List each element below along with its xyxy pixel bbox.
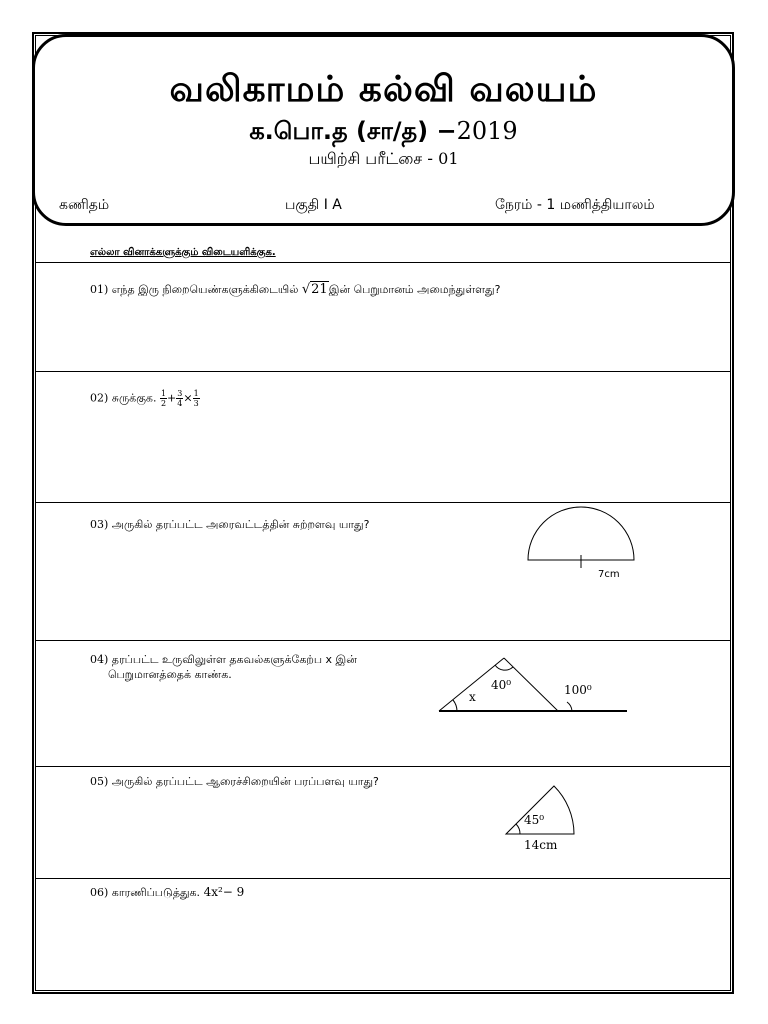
unknown-angle-label: x <box>469 690 476 704</box>
question-06 <box>90 885 244 900</box>
denominator: 4 <box>177 399 183 408</box>
semicircle-figure <box>525 505 645 585</box>
expression: 4x²− 9 <box>203 885 245 899</box>
numerator: 3 <box>177 389 183 398</box>
question-02 <box>90 389 200 408</box>
sector-figure <box>500 780 600 855</box>
paper-number: 01 <box>438 149 459 168</box>
question-text: அருகில் தரப்பட்ட அரைவட்டத்தின் சுற்றளவு யாது? <box>111 518 370 531</box>
question-divider <box>35 878 731 879</box>
question-text: சுருக்குக. <box>111 391 157 405</box>
right-side <box>504 658 558 711</box>
exterior-angle-label: 100⁰ <box>564 683 592 697</box>
apex-angle-label: 40⁰ <box>491 678 512 692</box>
exam-level: க.பொ.த (சா/த) <box>249 117 429 145</box>
question-number: 03) <box>90 518 109 531</box>
exam-header-box <box>32 34 735 226</box>
radicand: 21 <box>311 282 328 297</box>
exterior-angle-arc <box>567 702 572 711</box>
zone-title: வலிகாமம் கல்வி வலயம் <box>169 69 598 110</box>
radius-label: 14cm <box>524 838 558 852</box>
question-number: 02) <box>90 391 109 405</box>
question-04 <box>90 652 357 682</box>
dash: − <box>436 117 457 145</box>
time-label: நேரம் - 1 மணித்தியாலம் <box>495 197 655 213</box>
subject-label: கணிதம் <box>59 197 110 213</box>
question-divider <box>35 262 731 263</box>
question-01 <box>90 282 500 297</box>
apex-angle-arc <box>495 665 513 670</box>
plus-operator: + <box>167 391 177 405</box>
part-label: பகுதி I A <box>285 197 342 213</box>
radius-label: 7cm <box>598 569 620 580</box>
question-divider <box>35 502 731 503</box>
question-05 <box>90 774 379 789</box>
square-root <box>302 281 329 297</box>
triangle-figure <box>437 655 637 720</box>
question-text: எந்த இரு நிறையெண்களுக்கிடையில் <box>111 283 299 296</box>
fraction <box>160 389 167 408</box>
question-text: தரப்பட்ட உருவிலுள்ள தகவல்களுக்கேற்ப x இன் <box>111 653 357 666</box>
question-text: அருகில் தரப்பட்ட ஆரைச்சிறையின் பரப்பளவு யாது? <box>111 775 379 788</box>
fraction <box>193 389 200 408</box>
paper-label: பயிற்சி பரீட்சை - <box>308 149 434 168</box>
exam-year: 2019 <box>456 117 518 145</box>
sqrt-symbol: √ <box>301 282 311 297</box>
question-number: 04) <box>90 653 109 666</box>
times-operator: × <box>183 391 193 405</box>
question-text-after: இன் பெறுமானம் அமைந்துள்ளது? <box>328 283 501 296</box>
instruction: எல்லா வினாக்களுக்கும் விடையளிக்குக. <box>90 247 276 258</box>
question-divider <box>35 766 731 767</box>
semicircle-shape <box>528 507 634 560</box>
question-number: 01) <box>90 283 109 296</box>
denominator: 2 <box>160 399 167 408</box>
question-divider <box>35 371 731 372</box>
sector-angle-arc <box>516 824 520 834</box>
question-text: காரணிப்படுத்துக. <box>111 886 201 899</box>
angle-x-arc <box>453 700 457 711</box>
denominator: 3 <box>193 399 199 408</box>
exam-level-line <box>35 117 732 148</box>
numerator: 1 <box>160 389 167 398</box>
question-text-line2: பெறுமானத்தைக் காண்க. <box>108 668 232 681</box>
question-number: 06) <box>90 886 109 899</box>
question-divider <box>35 640 731 641</box>
sector-angle-label: 45⁰ <box>524 813 545 827</box>
question-number: 05) <box>90 775 109 788</box>
paper-line <box>35 149 732 170</box>
numerator: 1 <box>193 389 199 398</box>
question-03 <box>90 517 369 532</box>
